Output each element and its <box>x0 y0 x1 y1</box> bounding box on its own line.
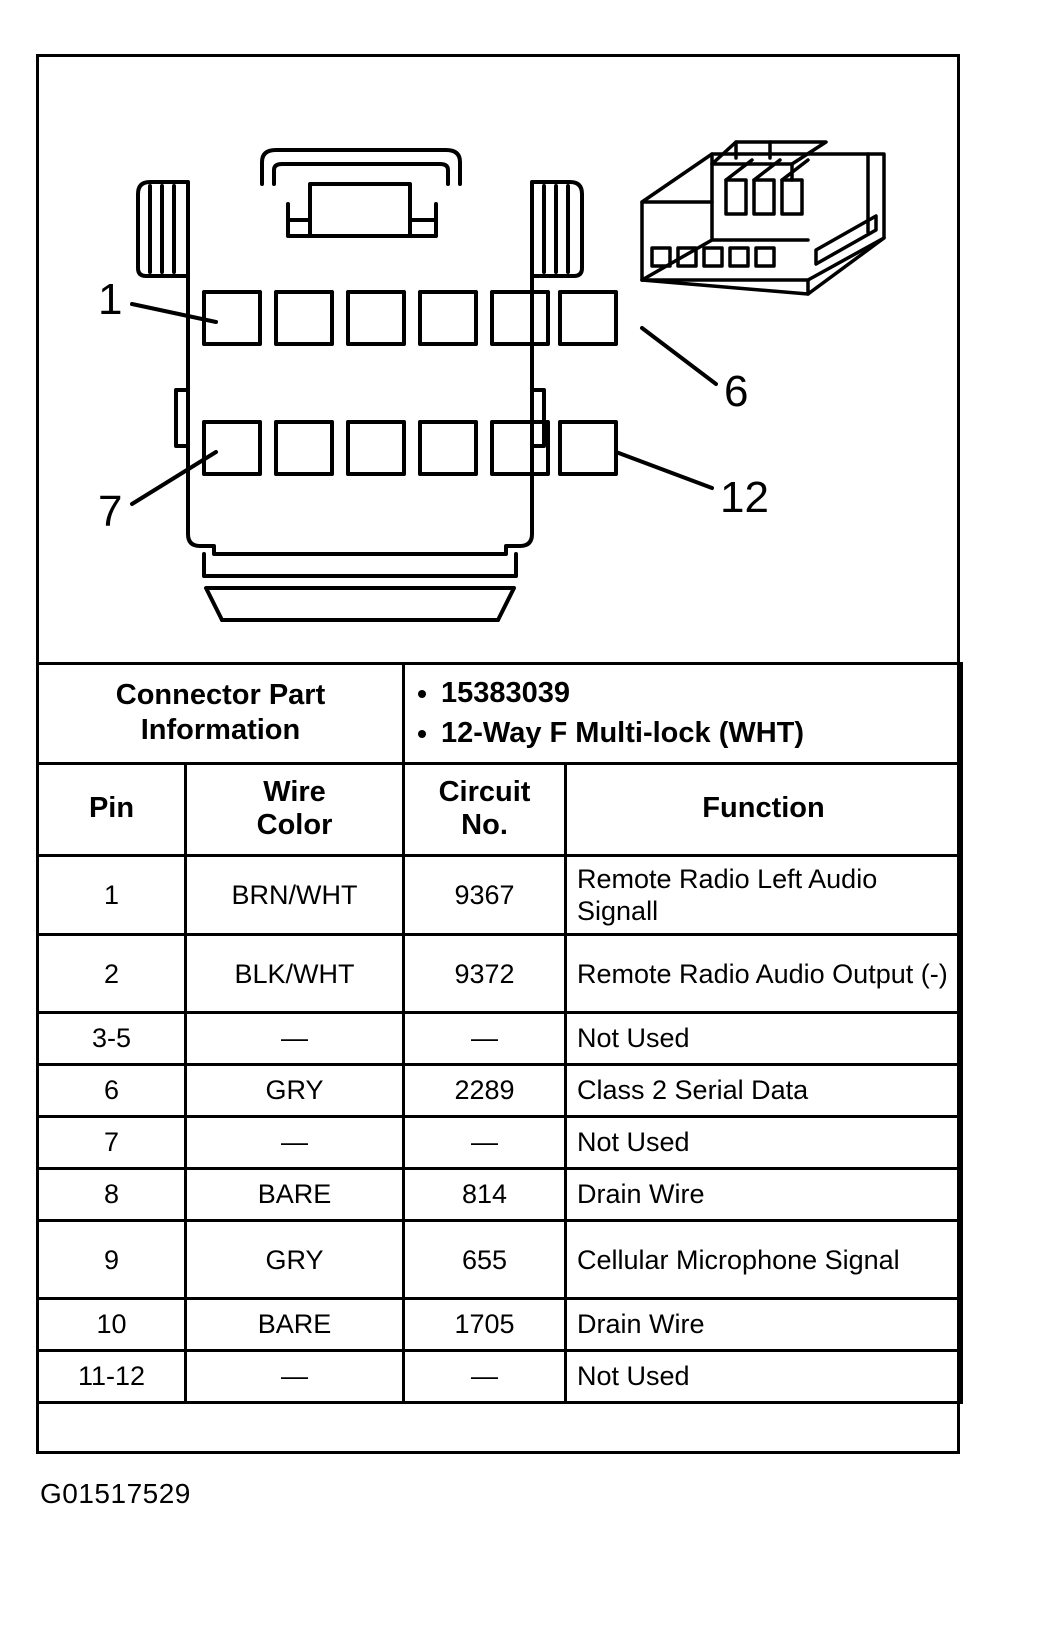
cell-function: Not Used <box>566 1013 962 1065</box>
cell-wire-color: — <box>186 1117 404 1169</box>
cell-wire-color: — <box>186 1013 404 1065</box>
cell-function: Remote Radio Left Audio Signall <box>566 855 962 935</box>
cell-circuit-no: 9367 <box>404 855 566 935</box>
cell-function: Drain Wire <box>566 1299 962 1351</box>
cpi-label-line1: Connector Part <box>115 678 326 711</box>
header-function: Function <box>566 763 962 855</box>
connector-pinout-table <box>36 662 963 1404</box>
leader-line-6 <box>642 328 716 384</box>
header-circuit-line1: Circuit <box>438 775 531 808</box>
cell-wire-color: — <box>186 1351 404 1403</box>
cell-wire-color: BRN/WHT <box>186 855 404 935</box>
cell-wire-color: BARE <box>186 1299 404 1351</box>
cell-pin: 1 <box>38 855 186 935</box>
table-row <box>38 1169 962 1221</box>
cell-function: Drain Wire <box>566 1169 962 1221</box>
cell-wire-color: BARE <box>186 1169 404 1221</box>
header-wire-color-line2: Color <box>256 809 333 842</box>
cell-function: Remote Radio Audio Output (-) <box>566 935 962 1013</box>
figure-code: G01517529 <box>40 1478 191 1509</box>
table-row <box>38 1221 962 1299</box>
cell-circuit-no: — <box>404 1117 566 1169</box>
cell-circuit-no: 9372 <box>404 935 566 1013</box>
header-pin: Pin <box>38 763 186 855</box>
cell-pin: 9 <box>38 1221 186 1299</box>
cell-pin: 3-5 <box>38 1013 186 1065</box>
table-row <box>38 1299 962 1351</box>
cell-function: Not Used <box>566 1117 962 1169</box>
cpi-part-type: • 12-Way F Multi-lock (WHT) <box>441 716 950 751</box>
table-header-row <box>38 763 962 855</box>
cell-circuit-no: — <box>404 1013 566 1065</box>
cell-wire-color: GRY <box>186 1221 404 1299</box>
connector-part-information-row <box>38 664 962 764</box>
connector-part-information-label <box>38 664 404 764</box>
header-circuit-line2: No. <box>461 809 508 842</box>
header-wire-color <box>186 763 404 855</box>
header-wire-color-line1: Wire <box>263 775 326 808</box>
cell-wire-color: BLK/WHT <box>186 935 404 1013</box>
cell-function: Not Used <box>566 1351 962 1403</box>
table-row <box>38 855 962 935</box>
callout-1: 1 <box>98 275 123 324</box>
cell-circuit-no: 2289 <box>404 1065 566 1117</box>
callout-12: 12 <box>720 473 769 522</box>
cell-pin: 10 <box>38 1299 186 1351</box>
cell-circuit-no: 814 <box>404 1169 566 1221</box>
cpi-part-number: • 15383039 <box>441 676 950 711</box>
callout-6: 6 <box>724 367 749 416</box>
cell-pin: 7 <box>38 1117 186 1169</box>
cell-pin: 11-12 <box>38 1351 186 1403</box>
header-circuit-no <box>404 763 566 855</box>
cell-pin: 6 <box>38 1065 186 1117</box>
cell-wire-color: GRY <box>186 1065 404 1117</box>
table-row <box>38 1117 962 1169</box>
cpi-label-line2: Information <box>140 714 301 747</box>
cell-circuit-no: 1705 <box>404 1299 566 1351</box>
table-row <box>38 1013 962 1065</box>
callout-7: 7 <box>98 487 123 536</box>
table-row <box>38 935 962 1013</box>
leader-line-7 <box>132 452 216 504</box>
cell-circuit-no: 655 <box>404 1221 566 1299</box>
connector-drawing <box>36 54 960 662</box>
cell-function: Cellular Microphone Signal <box>566 1221 962 1299</box>
cell-circuit-no: — <box>404 1351 566 1403</box>
table-row <box>38 1065 962 1117</box>
cell-pin: 8 <box>38 1169 186 1221</box>
connector-illustration <box>36 54 960 662</box>
table-row <box>38 1351 962 1403</box>
cell-function: Class 2 Serial Data <box>566 1065 962 1117</box>
connector-part-information-values <box>404 664 962 764</box>
leader-line-12 <box>616 452 712 488</box>
cell-pin: 2 <box>38 935 186 1013</box>
